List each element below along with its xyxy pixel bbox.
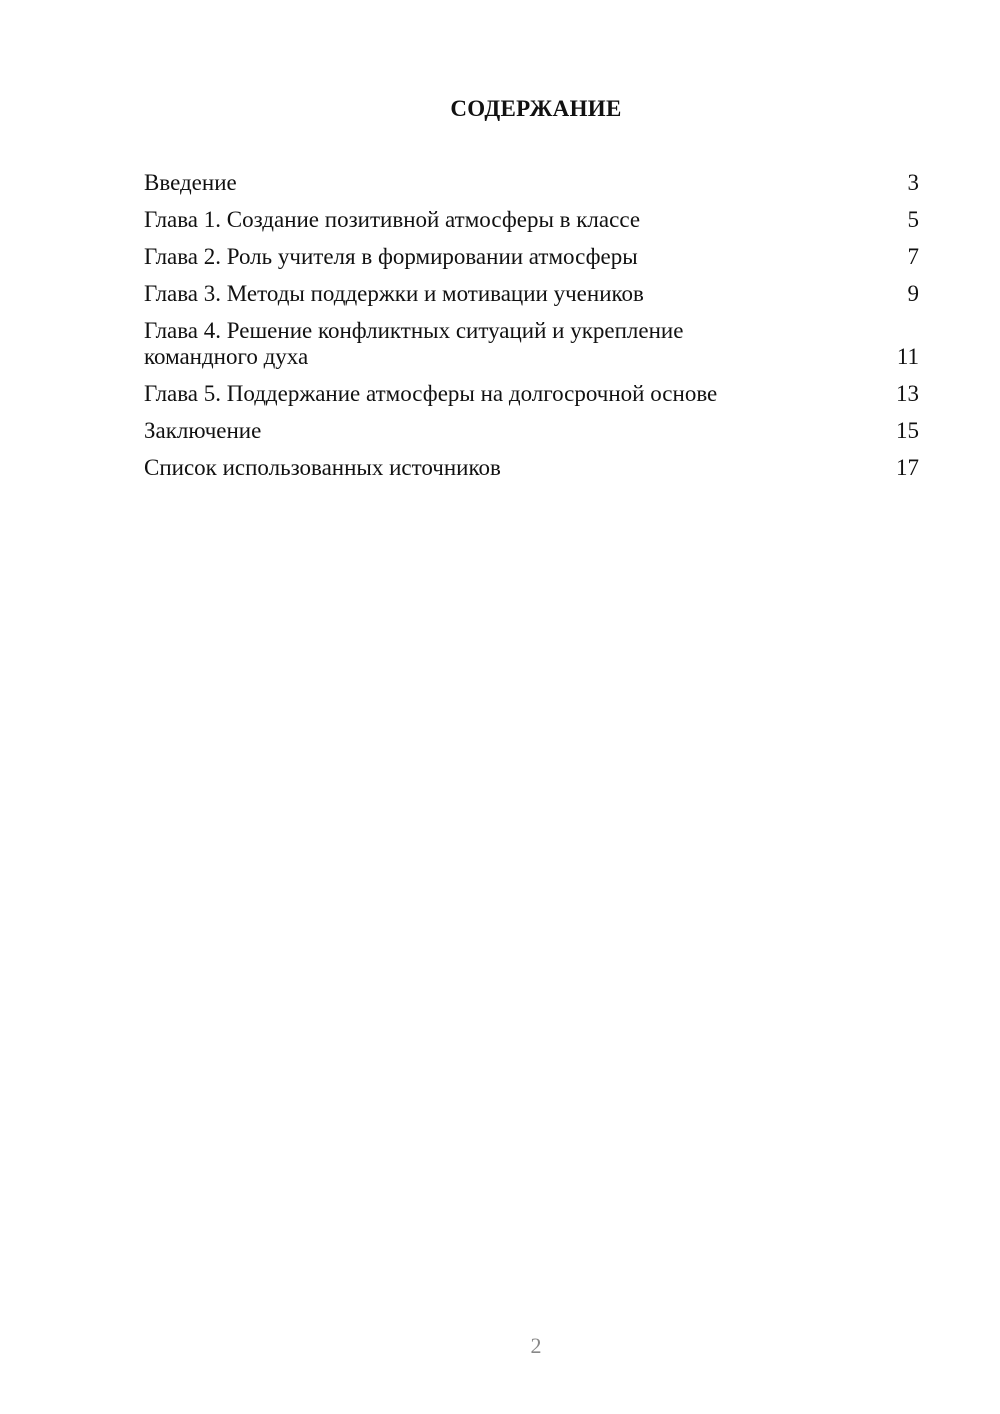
toc-title: СОДЕРЖАНИЕ [450, 96, 622, 121]
toc-item-page: 7 [907, 244, 919, 269]
toc-item-chapter-5 [144, 381, 919, 407]
toc-item-chapter-4 [144, 318, 919, 370]
toc-item-label: Заключение [144, 418, 262, 443]
toc-item-label: Глава 2. Роль учителя в формировании атмосферы [144, 244, 638, 269]
toc-item-introduction [144, 170, 919, 196]
table-of-contents [144, 170, 919, 492]
toc-item-label: Глава 5. Поддержание атмосферы на долгосрочной основе [144, 381, 718, 406]
toc-item-chapter-3 [144, 281, 919, 307]
toc-item-label: Глава 4. Решение конфликтных ситуаций и укрепление командного духа [144, 318, 684, 369]
toc-item-label: Глава 3. Методы поддержки и мотивации учеников [144, 281, 644, 306]
toc-item-page: 9 [907, 281, 919, 306]
toc-item-chapter-1 [144, 207, 919, 233]
toc-item-page: 5 [907, 207, 919, 232]
toc-item-label: Список использованных источников [144, 455, 501, 480]
toc-item-page: 11 [896, 344, 919, 369]
toc-item-page: 17 [896, 455, 919, 480]
toc-item-page: 3 [907, 170, 919, 195]
toc-item-page: 15 [896, 418, 919, 443]
toc-item-chapter-2 [144, 244, 919, 270]
toc-item-label: Глава 1. Создание позитивной атмосферы в классе [144, 207, 641, 232]
toc-item-label: Введение [144, 170, 237, 195]
page-number: 2 [530, 1333, 542, 1358]
toc-item-page: 13 [896, 381, 919, 406]
toc-item-conclusion [144, 418, 919, 444]
toc-item-references [144, 455, 919, 481]
